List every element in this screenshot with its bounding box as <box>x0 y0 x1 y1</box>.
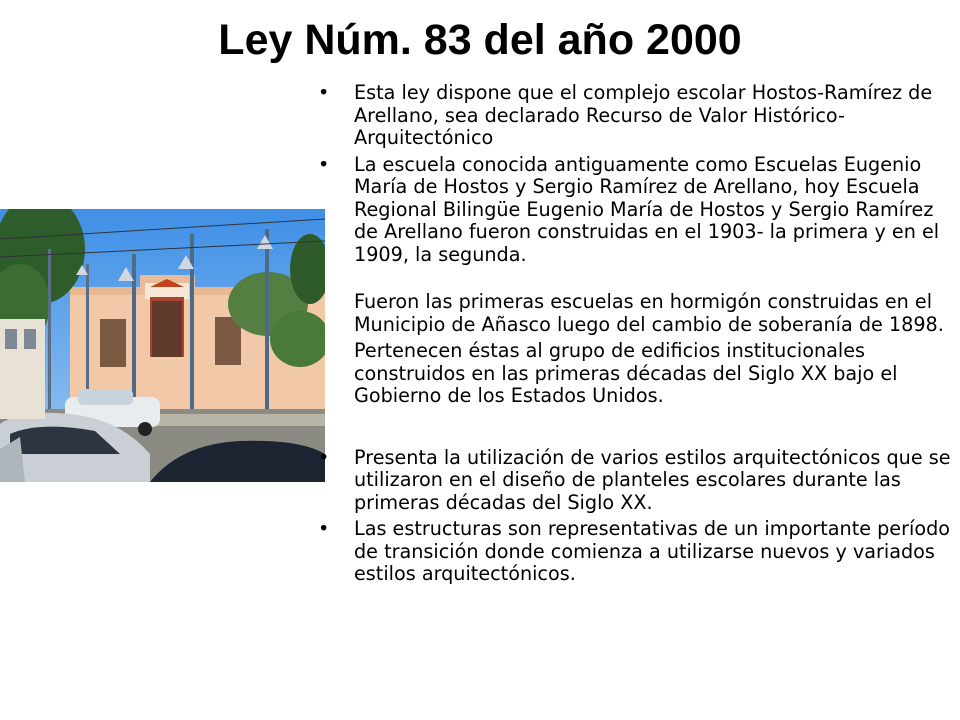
bullet-text: Esta ley dispone que el complejo escolar Hostos-Ramírez de Arellano, sea declarado Recurso de Valor Histórico-Arquitectónico <box>354 81 933 149</box>
bullet-text: Presenta la utilización de varios estilos arquitectónicos que se utilizaron en el diseño de planteles escolares durante las primeras décadas del Siglo XX. <box>354 445 951 514</box>
paragraph-text: Pertenecen éstas al grupo de edificios institucionales construidos en las primeras décadas del Siglo XX bajo el Gobierno de los Estados Unidos. <box>354 339 898 407</box>
slide-title: Ley Núm. 83 del año 2000 <box>218 16 742 64</box>
bullet-text: La escuela conocida antiguamente como Escuelas Eugenio María de Hostos y Sergio Ramírez de Arellano, hoy Escuela Regional Bilingüe Eugenio María de Hostos y Sergio Ramírez de Arellano fueron construidas en el 1903- la primera y en el 1909, la segunda. <box>354 152 940 266</box>
bullet-list <box>318 82 958 586</box>
paragraph-item <box>318 340 958 408</box>
bullet-marker: • <box>318 445 330 469</box>
school-photo <box>0 209 325 482</box>
bullet-text: Las estructuras son representativas de un importante período de transición donde comienza a utilizarse nuevos y variados estilos arquitectónicos. <box>354 517 950 585</box>
bullet-item <box>318 447 958 515</box>
bullet-marker: • <box>318 81 330 104</box>
paragraph-text: Fueron las primeras escuelas en hormigón construidas en el Municipio de Añasco luego del cambio de soberanía de 1898. <box>354 290 944 336</box>
paragraph-item <box>318 291 958 336</box>
bullet-marker: • <box>318 517 330 540</box>
bullet-item <box>318 518 958 586</box>
bullet-item <box>318 154 958 267</box>
bullet-item <box>318 82 958 150</box>
bullet-marker: • <box>318 152 330 176</box>
